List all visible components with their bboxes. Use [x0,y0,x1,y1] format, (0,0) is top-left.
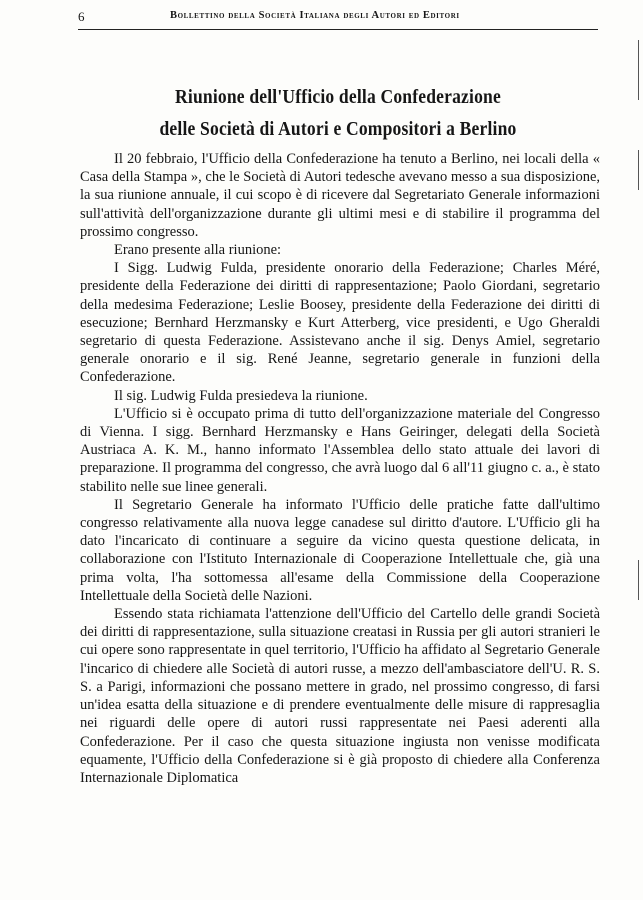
page-number: 6 [78,9,85,24]
scan-edge-mark [638,560,640,600]
paragraph-canadian-law: Il Segretario Generale ha informato l'Ufficio delle pratiche fatte dall'ultimo congresso relativamente alla nuova legge canadese sul diritto d'autore. L'Ufficio gli ha dato l'incaricato di continuare a seguire da vicino questa questione delicata, in collaborazione con l'Istituto Internazionale di Cooperazione Intellettuale che, già una prima volta, l'ha sottomessa all'esame della Commissione della Cooperazione Intellettuale della Società delle Nazioni. [80,496,600,604]
scan-edge-mark [638,40,640,100]
article-body [80,150,600,787]
article-title [104,82,572,146]
paragraph-attendees-heading: Erano presente alla riunione: [114,242,282,259]
paragraph-russia: Essendo stata richiamata l'attenzione dell'Ufficio del Cartello delle grandi Società dei diritti di rappresentazione, sulla situazione creatasi in Russia per gli autori stranieri le cui opere sono rappresentate in quel territorio, l'Ufficio ha affidato al Segretario Generale l'incarico di chiedere alle Società di autori russe, a mezzo dell'ambasciatore dell'U. R. S. S. a Parigi, informazioni che possano mettere in grado, nel prossimo congresso, di farsi un'idea esatta della situazione e di prendere eventualmente delle misure di rappresaglia nei riguardi delle opere di autori russi rappresentate nei Paesi aderenti alla Confederazione. Per il caso che questa situazione ingiusta non venisse modificata equamente, l'Ufficio della Confederazione si è già proposto di chiedere alla Conferenza Internazionale Diplomatica [80,606,600,786]
scan-edge-mark [638,150,640,190]
paragraph-attendees: I Sigg. Ludwig Fulda, presidente onorario della Federazione; Charles Méré, presidente della Federazione dei diritti di rappresentazione; Paolo Giordani, segretario della medesima Federazione; Leslie Boosey, presidente della Federazione dei diritti di esecuzione; Bernhard Herzmansky e Kurt Atterberg, vice presidenti, e Ugo Gheraldi segretario di questa Federazione. Assistevano anche il sig. Denys Amiel, segretario generale onorario e il sig. René Jeanne, segretario generale in funzioni della Confederazione. [80,260,600,386]
paragraph-chair: Il sig. Ludwig Fulda presiedeva la riunione. [114,387,368,404]
journal-title: Bollettino della Società Italiana degli Autori ed Editori [170,10,460,21]
running-head [78,7,598,27]
header-rule [78,29,598,30]
paragraph-vienna-congress: L'Ufficio si è occupato prima di tutto dell'organizzazione materiale del Congresso di Vienna. I sigg. Bernhard Herzmansky e Hans Geiringer, delegati della Società Austriaca A. K. M., hanno informato l'Assemblea dello stato attuale dei lavori di preparazione. Il programma del congresso, che avrà luogo dal 6 all'11 giugno c. a., è stato stabilito nelle sue linee generali. [80,405,600,495]
article-title-line-2: delle Società di Autori e Compositori a Berlino [159,119,517,140]
paragraph-intro: Il 20 febbraio, l'Ufficio della Confederazione ha tenuto a Berlino, nei locali della « Casa della Stampa », che le Società di Autori tedesche avevano messo a sua disposizione, la sua riunione annuale, il cui scopo è di ricevere dal Segretariato Generale informazioni sull'attività dell'organizzazione durante gli ultimi mesi e di stabilire il programma del prossimo congresso. [80,151,600,240]
article-title-line-1: Riunione dell'Ufficio della Confederazione [175,87,501,108]
